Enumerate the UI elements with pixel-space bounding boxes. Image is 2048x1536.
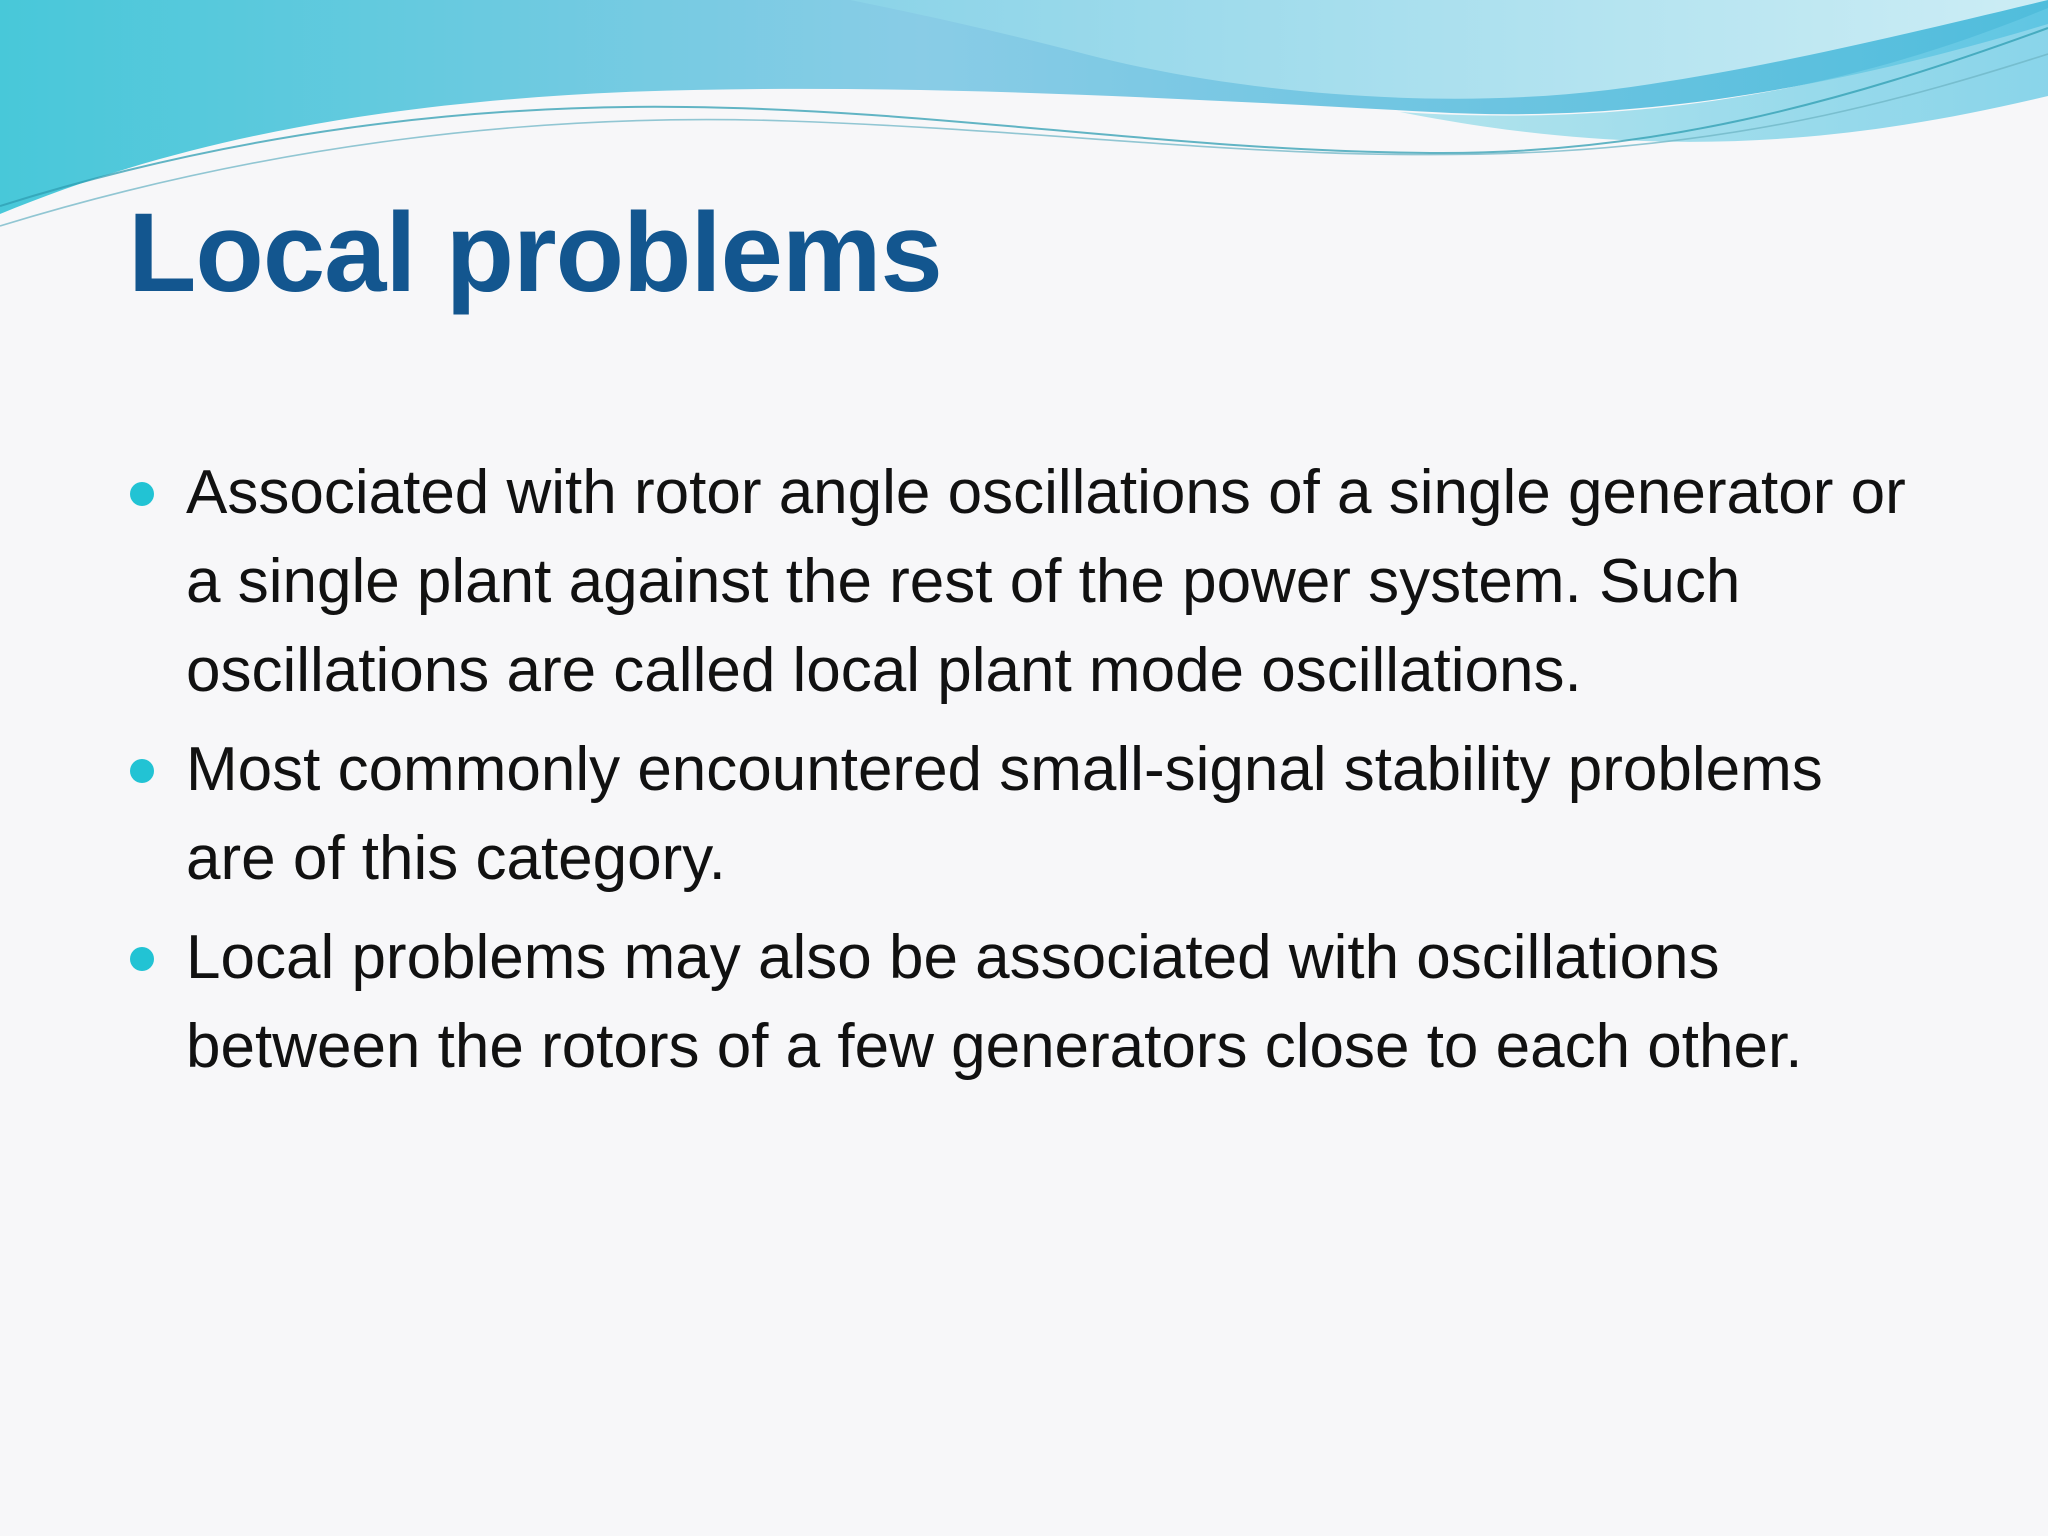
bullet-item-few-generators — [128, 913, 1928, 1091]
bullet-marker-icon — [130, 759, 154, 783]
slide-title: Local problems — [128, 190, 942, 315]
bullet-marker-icon — [130, 947, 154, 971]
bullet-list — [128, 448, 1928, 1101]
bullet-text: Most commonly encountered small-signal stability problems are of this category. — [186, 735, 1823, 893]
bullet-text: Local problems may also be associated with oscillations between the rotors of a few generators close to each other. — [186, 923, 1803, 1081]
bullet-item-common-problems — [128, 725, 1928, 903]
bullet-item-local-plant-mode — [128, 448, 1928, 715]
bullet-marker-icon — [130, 482, 154, 506]
bullet-text: Associated with rotor angle oscillations of a single generator or a single plant against the rest of the power system. Such oscillations are called local plant mode oscillations. — [186, 458, 1906, 705]
